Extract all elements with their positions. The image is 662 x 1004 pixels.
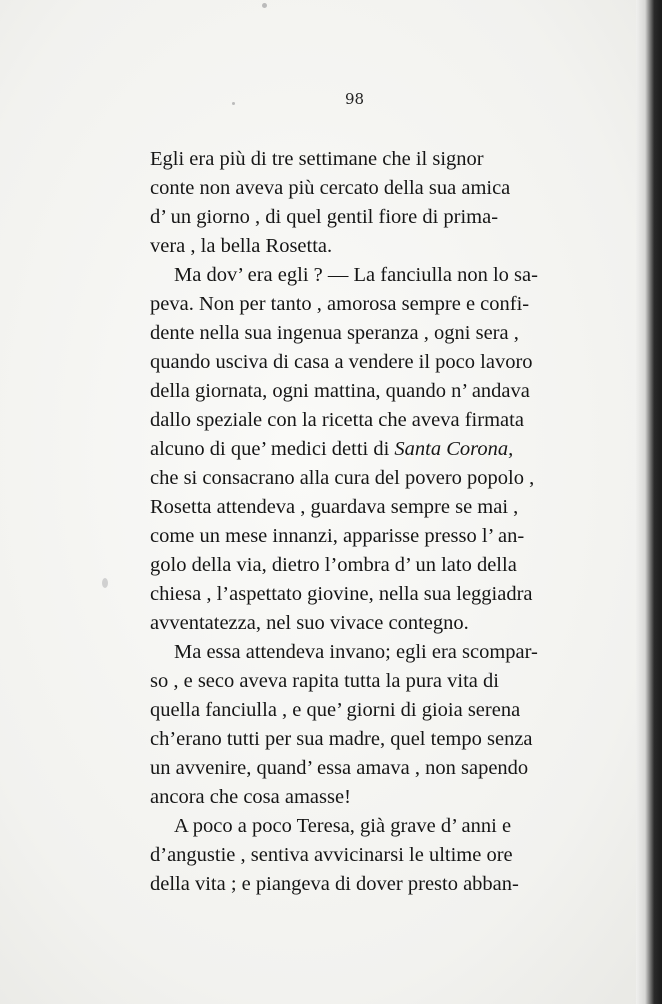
text-line: Rosetta attendeva , guardava sempre se mai , [150, 496, 519, 518]
text-line: dente nella sua ingenua speranza , ogni sera , [150, 322, 519, 344]
text-line: golo della via, dietro l’ombra d’ un lato della [150, 554, 517, 576]
text-line [150, 435, 570, 464]
italic-text: Santa Corona, [394, 438, 514, 460]
paper-speck [232, 102, 235, 105]
page-number: 98 [345, 90, 365, 108]
text-line: d’angustie , sentiva avvicinarsi le ultime ore [150, 844, 513, 866]
text-line: conte non aveva più cercato della sua amica [150, 177, 511, 199]
text-line: vera , la bella Rosetta. [150, 235, 333, 257]
text-line: quando usciva di casa a vendere il poco lavoro [150, 351, 533, 373]
text-line: un avvenire, quand’ essa amava , non sapendo [150, 757, 529, 779]
text-line: dallo speziale con la ricetta che aveva firmata [150, 409, 524, 431]
text-line: chiesa , l’aspettato giovine, nella sua leggiadra [150, 583, 533, 605]
text-line: quella fanciulla , e que’ giorni di gioia serena [150, 699, 521, 721]
text-line: peva. Non per tanto , amorosa sempre e confi- [150, 293, 530, 315]
text-line: so , e seco aveva rapita tutta la pura vita di [150, 670, 499, 692]
text-line: d’ un giorno , di quel gentil fiore di prima- [150, 206, 499, 228]
page-binding-edge [636, 0, 662, 1004]
text-line: A poco a poco Teresa, già grave d’ anni e [174, 815, 512, 837]
text-line: che si consacrano alla cura del povero popolo , [150, 467, 535, 489]
text-fragment: alcuno di que’ medici detti di [150, 438, 390, 460]
body-text [150, 145, 570, 899]
text-line: Ma essa attendeva invano; egli era scompar- [174, 641, 538, 663]
text-line: ancora che cosa amasse! [150, 786, 351, 808]
text-line: della vita ; e piangeva di dover presto abban- [150, 873, 519, 895]
text-line: ch’erano tutti per sua madre, quel tempo senza [150, 728, 533, 750]
text-line: della giornata, ogni mattina, quando n’ andava [150, 380, 530, 402]
text-line: avventatezza, nel suo vivace contegno. [150, 612, 469, 634]
text-line: Ma dov’ era egli ? — La fanciulla non lo sa- [174, 264, 538, 286]
text-line: Egli era più di tre settimane che il signor [150, 148, 484, 170]
text-line: come un mese innanzi, apparisse presso l’ an- [150, 525, 525, 547]
paper-speck [102, 578, 108, 588]
paper-speck [262, 3, 267, 8]
